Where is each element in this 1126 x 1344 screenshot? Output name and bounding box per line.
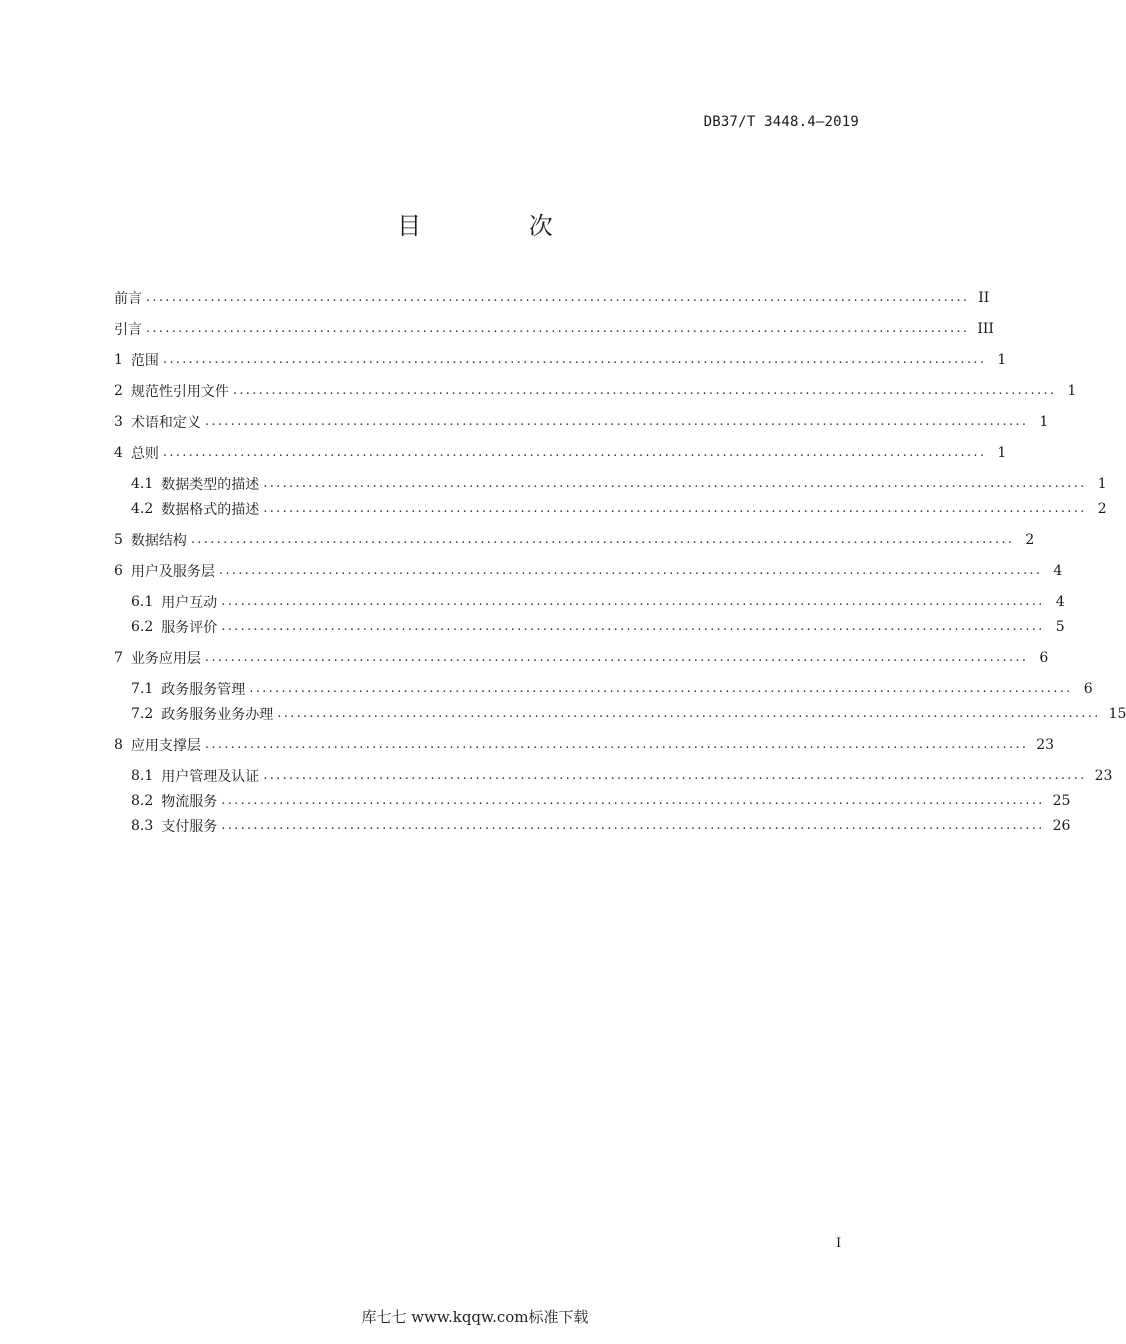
toc-entry-number: 4.2 (131, 501, 154, 517)
toc-entry-page: III (977, 321, 994, 337)
toc-subentry[interactable] (131, 679, 1093, 699)
toc-leader-dots: ................................................................................................................................ (221, 818, 1045, 833)
toc-entry-label: 范围 (130, 353, 159, 369)
toc-entry-label: 业务应用层 (130, 651, 201, 667)
toc-entry-label: 用户及服务层 (130, 564, 215, 580)
toc-entry-label: 用户管理及认证 (161, 769, 260, 785)
toc-leader-dots: ................................................................................................................................ (162, 445, 987, 460)
toc-entry-page: 23 (1094, 768, 1113, 784)
toc-subentry[interactable] (131, 791, 1071, 811)
toc-leader-dots: ................................................................................................................................ (221, 619, 1045, 634)
toc-entry-number: 6.2 (131, 619, 154, 635)
toc-entry-label: 物流服务 (161, 794, 218, 810)
toc-entry-number: 4 (114, 445, 123, 461)
toc-subentry[interactable] (131, 704, 1126, 724)
toc-entry-label: 支付服务 (161, 819, 218, 835)
toc-entry-number: 3 (114, 414, 123, 430)
toc-entry-label: 政务服务管理 (161, 682, 246, 698)
toc-leader-dots: ................................................................................................................................ (190, 532, 1015, 547)
toc-entry[interactable] (114, 381, 1077, 401)
toc-entry-number: 7 (114, 650, 123, 666)
toc-leader-dots: ................................................................................................................................ (146, 321, 970, 336)
toc-entry-page: 15 (1108, 706, 1126, 722)
toc-entry[interactable] (114, 648, 1049, 668)
toc-entry-page: 4 (1055, 594, 1065, 610)
toc-entry[interactable] (114, 561, 1063, 581)
toc-entry-label: 应用支撑层 (130, 738, 201, 754)
toc-entry-page: 6 (1083, 681, 1093, 697)
toc-entry-label: 术语和定义 (130, 415, 201, 431)
toc-entry-number: 6 (114, 563, 123, 579)
toc-entry-label: 政务服务业务办理 (161, 707, 274, 723)
toc-leader-dots: ................................................................................................................................ (221, 594, 1045, 609)
toc-entry-page: II (978, 290, 990, 306)
toc-entry-number: 8.1 (131, 768, 154, 784)
toc-entry-number: 8 (114, 737, 123, 753)
toc-leader-dots: ................................................................................................................................ (263, 501, 1087, 516)
toc-entry-number: 8.2 (131, 793, 154, 809)
page-title: 目 次 (397, 212, 603, 240)
toc-entry-page: 2 (1025, 532, 1035, 548)
toc-entry-label: 前言 (114, 291, 142, 307)
toc-leader-dots: ................................................................................................................................ (218, 563, 1043, 578)
toc-leader-dots: ................................................................................................................................ (204, 650, 1029, 665)
toc-entry-label: 数据格式的描述 (161, 502, 260, 518)
toc-entry-number: 5 (114, 532, 123, 548)
toc-entry[interactable] (114, 735, 1055, 755)
toc-entry-page: 1 (1097, 476, 1107, 492)
toc-subentry[interactable] (131, 592, 1065, 612)
toc-entry-number: 7.2 (131, 706, 154, 722)
toc-entry-page: 4 (1053, 563, 1063, 579)
toc-leader-dots: ................................................................................................................................ (204, 737, 1029, 752)
document-code: DB37/T 3448.4—2019 (703, 114, 859, 130)
toc-entry[interactable] (114, 412, 1049, 432)
toc-entry-page: 1 (1067, 383, 1077, 399)
toc-entry-page: 2 (1097, 501, 1107, 517)
toc-subentry[interactable] (131, 766, 1113, 786)
toc-leader-dots: ................................................................................................................................ (263, 476, 1087, 491)
toc-subentry[interactable] (131, 617, 1065, 637)
toc-entry[interactable] (114, 319, 994, 339)
toc-leader-dots: ................................................................................................................................ (249, 681, 1073, 696)
toc-entry-page: 1 (997, 352, 1007, 368)
toc-entry-number: 1 (114, 352, 123, 368)
toc-entry-number: 4.1 (131, 476, 154, 492)
toc-leader-dots: ................................................................................................................................ (146, 290, 970, 305)
toc-entry-number: 8.3 (131, 818, 154, 834)
toc-leader-dots: ................................................................................................................................ (277, 706, 1101, 721)
toc-leader-dots: ................................................................................................................................ (232, 383, 1057, 398)
toc-entry-label: 数据结构 (130, 533, 187, 549)
toc-entry-page: 1 (1039, 414, 1049, 430)
toc-entry-number: 6.1 (131, 594, 154, 610)
toc-entry[interactable] (114, 530, 1035, 550)
toc-leader-dots: ................................................................................................................................ (221, 793, 1045, 808)
toc-entry-label: 服务评价 (161, 620, 218, 636)
toc-entry-page: 26 (1052, 818, 1071, 834)
toc-subentry[interactable] (131, 474, 1107, 494)
toc-entry[interactable] (114, 288, 990, 308)
toc-entry-label: 引言 (114, 322, 142, 338)
toc-entry-label: 数据类型的描述 (161, 477, 260, 493)
toc-entry-page: 23 (1036, 737, 1055, 753)
toc-entry-label: 总则 (130, 446, 159, 462)
footer-watermark: 库七七 www.kqqw.com标准下载 (361, 1308, 589, 1326)
toc-entry-number: 2 (114, 383, 123, 399)
toc-entry-page: 25 (1052, 793, 1071, 809)
toc-entry-number: 7.1 (131, 681, 154, 697)
toc-entry[interactable] (114, 350, 1007, 370)
toc-entry-label: 用户互动 (161, 595, 218, 611)
toc-subentry[interactable] (131, 816, 1071, 836)
toc-entry-page: 6 (1039, 650, 1049, 666)
toc-entry-page: 1 (997, 445, 1007, 461)
toc-entry-page: 5 (1055, 619, 1065, 635)
page-number: I (836, 1236, 842, 1251)
toc-entry[interactable] (114, 443, 1007, 463)
toc-leader-dots: ................................................................................................................................ (263, 768, 1087, 783)
toc-subentry[interactable] (131, 499, 1107, 519)
toc-entry-label: 规范性引用文件 (130, 384, 229, 400)
toc-leader-dots: ................................................................................................................................ (162, 352, 987, 367)
toc-leader-dots: ................................................................................................................................ (204, 414, 1029, 429)
